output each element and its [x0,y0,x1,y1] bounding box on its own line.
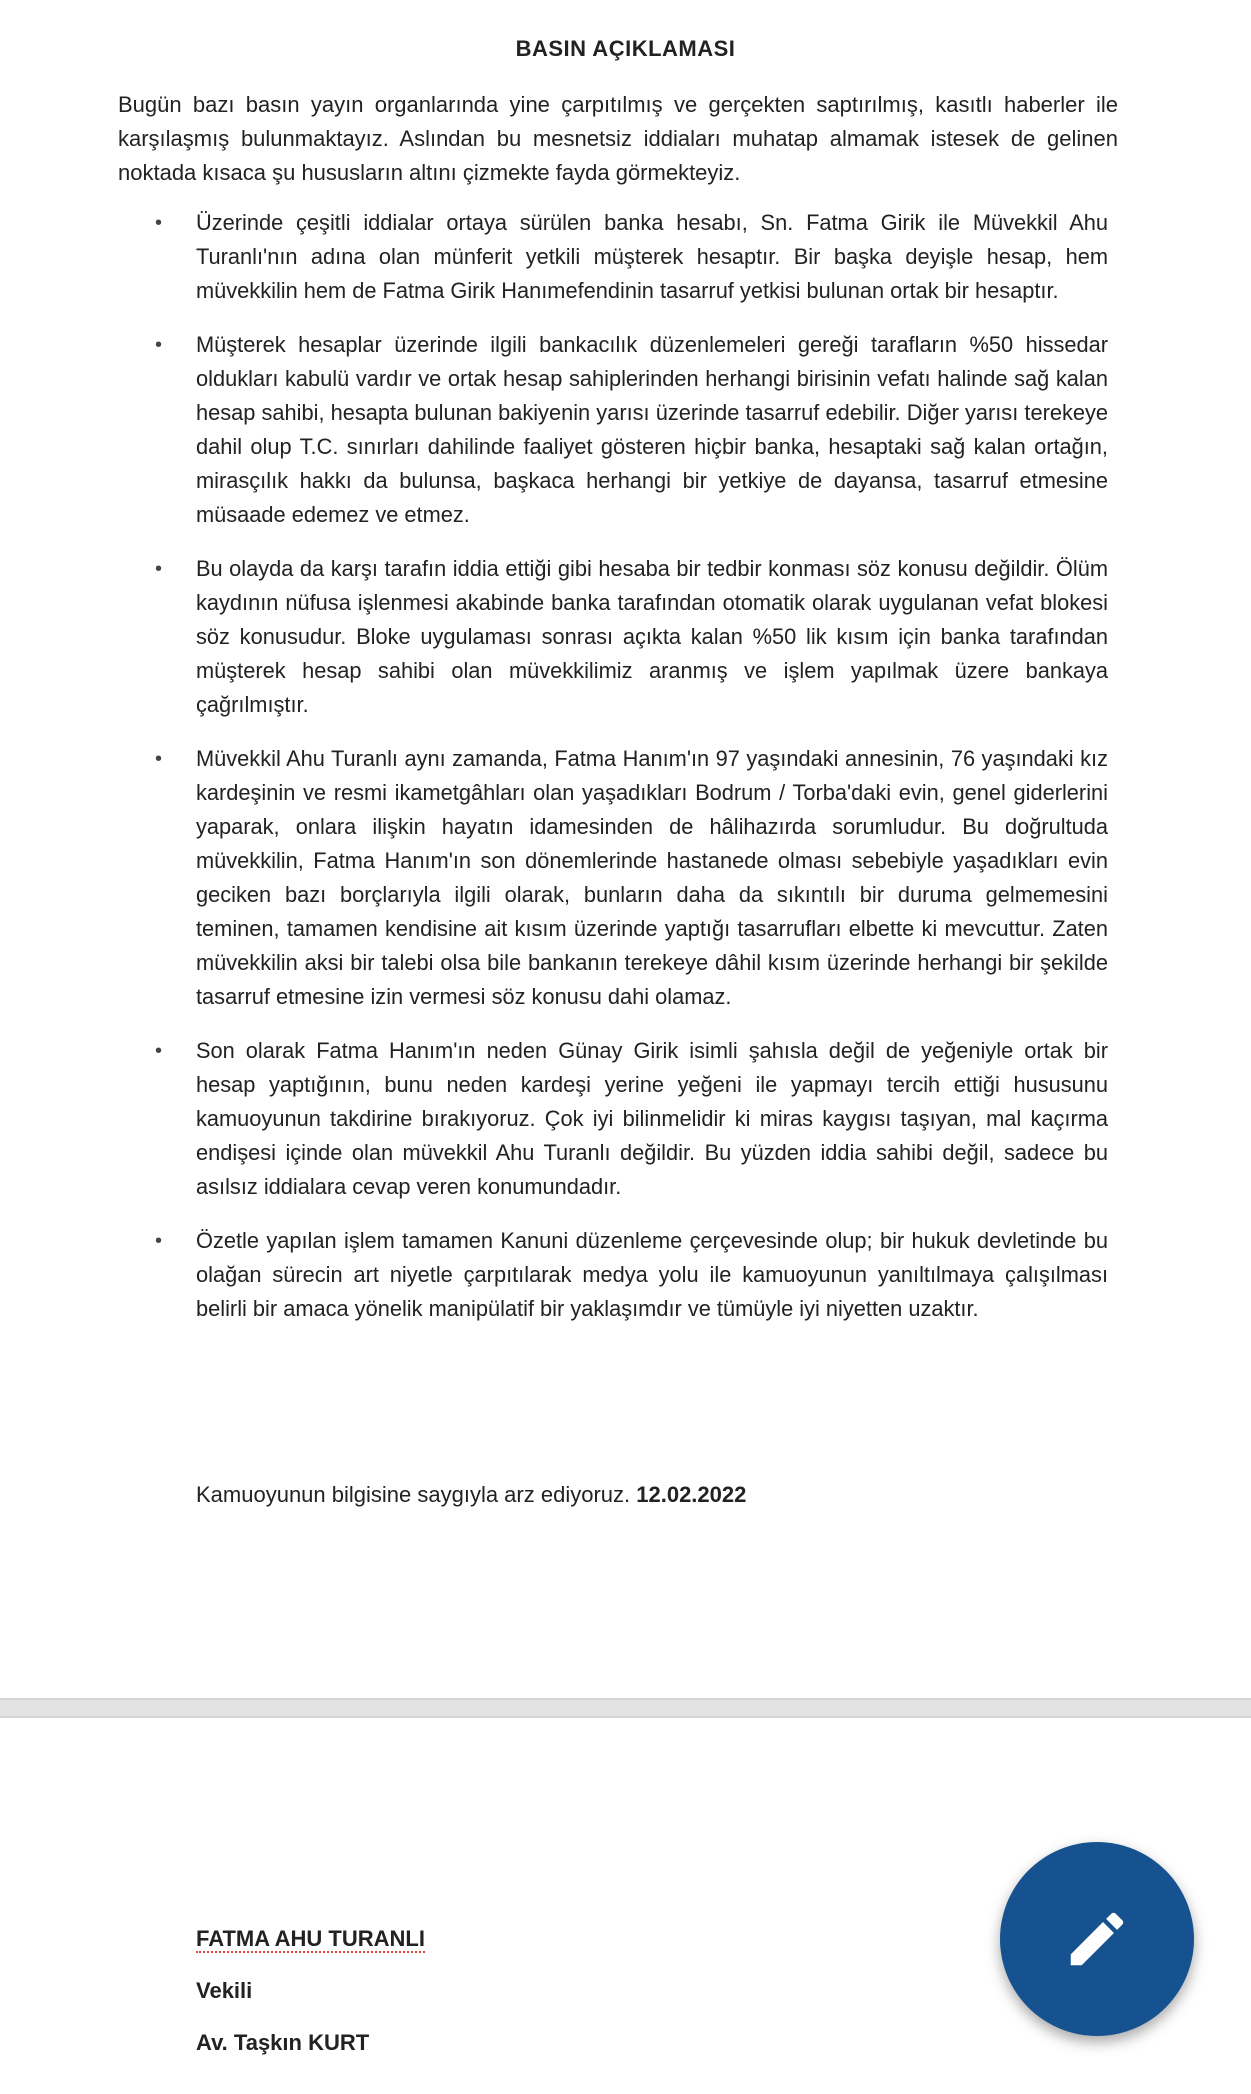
closing-line [196,1482,746,1508]
bullet-icon: • [155,334,163,356]
list-item [0,328,1108,532]
list-item [0,1224,1108,1326]
intro-paragraph: Bugün bazı basın yayın organlarında yine çarpıtılmış ve gerçekten saptırılmış, kasıtlı haberler ile karşılaşmış bulunmaktayız. Aslından bu mesnetsiz iddiaları muhatap almamak istesek de gelinen noktada kısaca şu hususların altını çizmekte fayda görmekteyiz. [118,92,1118,185]
list-item-text: Üzerinde çeşitli iddialar ortaya sürülen banka hesabı, Sn. Fatma Girik ile Müvekkil Ahu Turanlı'nın adına olan münferit yetkili müşterek hesaptır. Bir başka deyişle hesap, hem müvekkilin hem de Fatma Girik Hanımefendinin tasarruf yetkisi bulunan ortak bir hesaptır. [196,210,1108,303]
list-item-text: Bu olayda da karşı tarafın iddia ettiği gibi hesaba bir tedbir konması söz konusu değildir. Ölüm kaydının nüfusa işlenmesi akabinde banka tarafından otomatik olarak uygulanan vefat blokesi söz konusudur. Bloke uygulaması sonrası açıkta kalan %50 lik kısım için banka tarafından müşterek hesap sahibi olan müvekkilimiz aranmış ve işlem yapılmak üzere bankaya çağrılmıştır. [196,556,1108,717]
page-separator [0,1698,1251,1718]
edit-fab-button[interactable] [1000,1842,1194,2036]
bullet-list [0,206,1251,1346]
closing-date: 12.02.2022 [636,1482,747,1507]
list-item [0,1034,1108,1204]
list-item [0,206,1108,308]
list-item [0,552,1108,722]
bullet-icon: • [155,1230,163,1252]
signature-name-wrap [196,1926,425,1952]
document-title: BASIN AÇIKLAMASI [515,36,736,61]
signature-role: Vekili [196,1978,253,2003]
closing-text: Kamuoyunun bilgisine saygıyla arz ediyoruz. [196,1482,631,1507]
list-item-text: Müvekkil Ahu Turanlı aynı zamanda, Fatma Hanım'ın 97 yaşındaki annesinin, 76 yaşındaki kız kardeşinin ve resmi ikametgâhları olan yaşadıkları Bodrum / Torba'daki evin, genel giderlerini yaparak, onlara ilişkin hayatın idamesinden de hâlihazırda sorumludur. Bu doğrultuda müvekkilin, Fatma Hanım'ın son dönemlerinde hastanede olması sebebiyle yaşadıkları evin geciken bazı borçlarıyla ilgili olarak, bunların daha da sıkıntılı bir duruma gelmemesini teminen, tamamen kendisine ait kısım üzerinde yaptığı tasarrufları elbette ki mevcuttur. Zaten müvekkilin aksi bir talebi olsa bile bankanın terekeye dâhil kısım üzerinde herhangi bir şekilde tasarruf etmesine izin vermesi söz konusu dahi olamaz. [196,746,1108,1009]
bullet-icon: • [155,558,163,580]
list-item [0,742,1108,1014]
signature-name: FATMA AHU TURANLI [196,1926,425,1951]
signature-lawyer: Av. Taşkın KURT [196,2030,370,2055]
list-item-text: Özetle yapılan işlem tamamen Kanuni düzenleme çerçevesinde olup; bir hukuk devletinde bu olağan sürecin art niyetle çarpıtılarak medya yolu ile kamuoyunun yanıltılmaya çalışılması belirli bir amaca yönelik manipülatif bir yaklaşımdır ve tümüyle iyi niyetten uzaktır. [196,1228,1108,1321]
bullet-icon: • [155,1040,163,1062]
list-item-text: Müşterek hesaplar üzerinde ilgili bankacılık düzenlemeleri gereği tarafların %50 hissedar oldukları kabulü vardır ve ortak hesap sahiplerinden herhangi birisinin vefatı halinde sağ kalan hesap sahibi, hesapta bulunan bakiyenin yarısı üzerinde tasarruf edebilir. Diğer yarısı terekeye dahil olup T.C. sınırları dahilinde faaliyet gösteren hiçbir banka, hesaptaki sağ kalan ortağın, mirasçılık hakkı da bulunsa, başkaca herhangi bir yetkiye de dayansa, tasarruf etmesine müsaade edemez ve etmez. [196,332,1108,527]
bullet-icon: • [155,212,163,234]
pencil-edit-icon [1062,1904,1132,1974]
bullet-icon: • [155,748,163,770]
list-item-text: Son olarak Fatma Hanım'ın neden Günay Girik isimli şahısla değil de yeğeniyle ortak bir hesap yaptığının, bunu neden kardeşi yerine yeğeni ile yapmayı tercih ettiği hususunu kamuoyunun takdirine bırakıyoruz. Çok iyi bilinmelidir ki miras kaygısı taşıyan, mal kaçırma endişesi içinde olan müvekkil Ahu Turanlı değildir. Bu yüzden iddia sahibi değil, sadece bu asılsız iddialara cevap veren konumundadır. [196,1038,1108,1199]
